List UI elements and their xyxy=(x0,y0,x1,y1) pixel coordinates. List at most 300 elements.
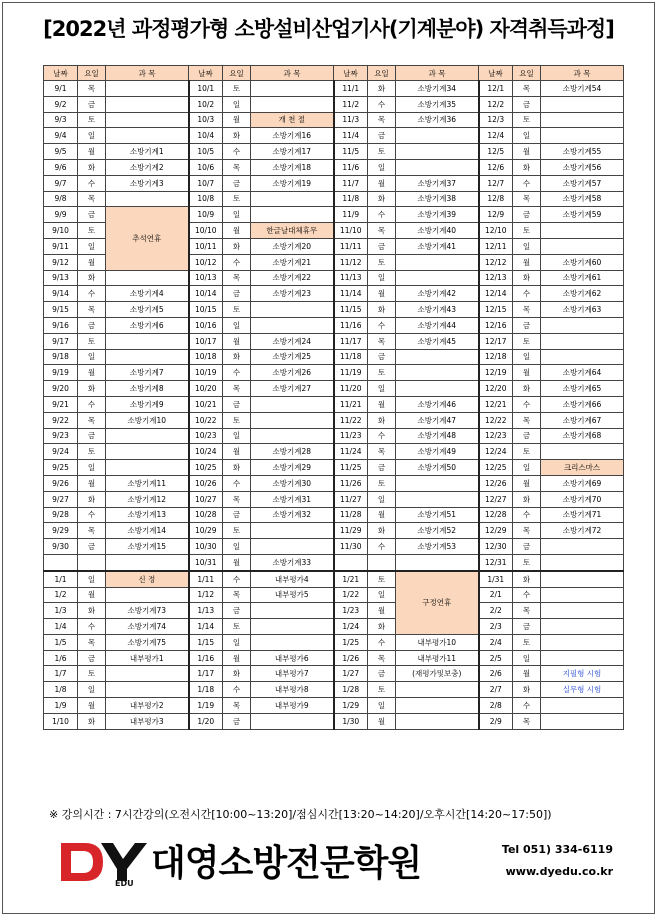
cell-day: 수 xyxy=(513,587,541,603)
cell-subject: 소방기계44 xyxy=(396,317,479,333)
cell-day: 화 xyxy=(368,302,396,318)
cell-subject xyxy=(106,666,189,682)
cell-subject: 소방기계11 xyxy=(106,475,189,491)
cell-date: 10/2 xyxy=(189,96,223,112)
cell-date: 11/4 xyxy=(334,128,368,144)
cell-day: 목 xyxy=(78,81,106,97)
cell-date: 1/31 xyxy=(479,571,513,587)
cell-day: 금 xyxy=(78,96,106,112)
cell-day: 수 xyxy=(78,286,106,302)
cell-subject: 소방기계10 xyxy=(106,412,189,428)
cell-day: 월 xyxy=(223,223,251,239)
cell-day: 금 xyxy=(78,207,106,223)
cell-subject xyxy=(106,191,189,207)
cell-day: 화 xyxy=(78,381,106,397)
cell-date: 1/16 xyxy=(189,650,223,666)
cell-subject xyxy=(396,270,479,286)
cell-subject: 소방기계66 xyxy=(541,396,624,412)
cell-day: 목 xyxy=(223,270,251,286)
cell-subject xyxy=(396,254,479,270)
footer xyxy=(55,833,615,889)
cell-subject: 소방기계35 xyxy=(396,96,479,112)
cell-date: 12/8 xyxy=(479,191,513,207)
cell-day: 화 xyxy=(368,523,396,539)
table-row xyxy=(44,491,624,507)
cell-date: 12/12 xyxy=(479,254,513,270)
cell-date: 10/18 xyxy=(189,349,223,365)
cell-subject xyxy=(251,302,334,318)
cell-date: 11/24 xyxy=(334,444,368,460)
cell-subject xyxy=(251,81,334,97)
cell-subject: (재평가및보충) xyxy=(396,666,479,682)
cell-subject: 소방기계29 xyxy=(251,460,334,476)
cell-date: 1/6 xyxy=(44,650,78,666)
cell-date: 12/29 xyxy=(479,523,513,539)
table-row xyxy=(44,144,624,160)
cell-date: 9/16 xyxy=(44,317,78,333)
cell-day: 토 xyxy=(368,365,396,381)
cell-subject: 내부평가4 xyxy=(251,571,334,587)
cell-day: 화 xyxy=(78,159,106,175)
cell-subject: 신 정 xyxy=(106,571,189,587)
cell-subject: 소방기계63 xyxy=(541,302,624,318)
cell-day: 금 xyxy=(78,428,106,444)
cell-date: 1/15 xyxy=(189,634,223,650)
schedule-page xyxy=(2,2,655,914)
cell-day: 목 xyxy=(368,112,396,128)
cell-date: 10/14 xyxy=(189,286,223,302)
cell-date: 12/23 xyxy=(479,428,513,444)
cell-subject xyxy=(251,96,334,112)
cell-subject xyxy=(106,682,189,698)
table-row xyxy=(44,191,624,207)
cell-day: 일 xyxy=(513,349,541,365)
cell-day: 일 xyxy=(368,159,396,175)
cell-date: 11/18 xyxy=(334,349,368,365)
cell-subject: 소방기계13 xyxy=(106,507,189,523)
cell-day: 토 xyxy=(78,223,106,239)
cell-day: 목 xyxy=(78,634,106,650)
cell-subject: 소방기계52 xyxy=(396,523,479,539)
table-row xyxy=(44,554,624,570)
cell-day: 토 xyxy=(368,475,396,491)
cell-day: 수 xyxy=(513,507,541,523)
cell-day: 일 xyxy=(78,238,106,254)
table-row xyxy=(44,365,624,381)
cell-subject: 소방기계27 xyxy=(251,381,334,397)
cell-subject xyxy=(541,128,624,144)
cell-date: 11/29 xyxy=(334,523,368,539)
cell-day: 일 xyxy=(368,381,396,397)
cell-date: 11/7 xyxy=(334,175,368,191)
website-url[interactable]: www.dyedu.co.kr xyxy=(505,865,613,878)
cell-subject: 내부평가6 xyxy=(251,650,334,666)
table-row xyxy=(44,349,624,365)
cell-date: 10/31 xyxy=(189,554,223,570)
cell-subject: 소방기계21 xyxy=(251,254,334,270)
cell-day: 월 xyxy=(78,475,106,491)
cell-subject xyxy=(251,191,334,207)
cell-day: 목 xyxy=(368,650,396,666)
cell-day: 수 xyxy=(223,571,251,587)
cell-date: 11/11 xyxy=(334,238,368,254)
header-subject: 과 목 xyxy=(396,66,479,81)
cell-subject: 소방기계38 xyxy=(396,191,479,207)
cell-date: 9/14 xyxy=(44,286,78,302)
cell-subject: 소방기계53 xyxy=(396,539,479,555)
cell-date: 11/3 xyxy=(334,112,368,128)
cell-subject xyxy=(251,396,334,412)
table-row xyxy=(44,666,624,682)
cell-subject xyxy=(541,333,624,349)
cell-date: 11/20 xyxy=(334,381,368,397)
cell-subject: 소방기계72 xyxy=(541,523,624,539)
cell-day: 수 xyxy=(78,507,106,523)
cell-day: 화 xyxy=(513,571,541,587)
cell-date: 2/2 xyxy=(479,603,513,619)
cell-day: 토 xyxy=(78,666,106,682)
cell-day: 토 xyxy=(513,112,541,128)
cell-day xyxy=(368,554,396,570)
cell-date: 10/19 xyxy=(189,365,223,381)
cell-date: 10/28 xyxy=(189,507,223,523)
cell-day: 금 xyxy=(513,428,541,444)
cell-subject: 소방기계41 xyxy=(396,238,479,254)
cell-day: 월 xyxy=(368,713,396,729)
cell-day: 토 xyxy=(513,634,541,650)
cell-subject xyxy=(251,603,334,619)
cell-day: 화 xyxy=(513,491,541,507)
cell-day: 토 xyxy=(368,682,396,698)
cell-date: 9/27 xyxy=(44,491,78,507)
cell-day: 토 xyxy=(223,412,251,428)
cell-subject: 실무형 시험 xyxy=(541,682,624,698)
cell-subject xyxy=(251,619,334,635)
cell-subject: 소방기계40 xyxy=(396,223,479,239)
cell-subject: 크리스마스 xyxy=(541,460,624,476)
cell-subject xyxy=(396,159,479,175)
header-day: 요일 xyxy=(78,66,106,81)
cell-subject: 소방기계15 xyxy=(106,539,189,555)
cell-day: 토 xyxy=(223,302,251,318)
cell-day: 화 xyxy=(368,412,396,428)
cell-subject: 소방기계23 xyxy=(251,286,334,302)
cell-date: 11/22 xyxy=(334,412,368,428)
cell-date: 1/14 xyxy=(189,619,223,635)
cell-date: 1/9 xyxy=(44,698,78,714)
cell-subject xyxy=(251,207,334,223)
cell-date: 1/23 xyxy=(334,603,368,619)
cell-day: 토 xyxy=(223,191,251,207)
cell-date: 10/15 xyxy=(189,302,223,318)
cell-date: 1/28 xyxy=(334,682,368,698)
cell-date: 1/2 xyxy=(44,587,78,603)
cell-date: 1/20 xyxy=(189,713,223,729)
cell-date: 10/9 xyxy=(189,207,223,223)
table-row xyxy=(44,460,624,476)
cell-date: 9/13 xyxy=(44,270,78,286)
cell-day: 일 xyxy=(223,317,251,333)
cell-date: 12/28 xyxy=(479,507,513,523)
cell-subject: 소방기계69 xyxy=(541,475,624,491)
cell-date: 12/11 xyxy=(479,238,513,254)
header-date: 날짜 xyxy=(44,66,78,81)
cell-subject: 소방기계6 xyxy=(106,317,189,333)
cell-subject xyxy=(396,128,479,144)
cell-subject xyxy=(541,587,624,603)
cell-day: 금 xyxy=(223,175,251,191)
cell-day: 목 xyxy=(223,698,251,714)
table-row xyxy=(44,302,624,318)
header-date: 날짜 xyxy=(334,66,368,81)
cell-day: 토 xyxy=(223,523,251,539)
cell-date: 1/8 xyxy=(44,682,78,698)
cell-subject xyxy=(396,491,479,507)
lecture-hours-note: ※ 강의시간 : 7시간강의(오전시간[10:00~13:20]/점심시간[13:20~14:20]/오후시간[14:20~17:50]) xyxy=(49,808,552,821)
cell-day: 목 xyxy=(368,223,396,239)
cell-day: 금 xyxy=(368,666,396,682)
table-row xyxy=(44,507,624,523)
cell-day: 화 xyxy=(368,191,396,207)
cell-date: 11/26 xyxy=(334,475,368,491)
cell-date: 1/18 xyxy=(189,682,223,698)
phone-number: Tel 051) 334-6119 xyxy=(501,843,613,856)
cell-date: 1/25 xyxy=(334,634,368,650)
cell-date: 12/25 xyxy=(479,460,513,476)
cell-subject xyxy=(541,238,624,254)
cell-date: 9/10 xyxy=(44,223,78,239)
cell-date: 9/5 xyxy=(44,144,78,160)
header-day: 요일 xyxy=(223,66,251,81)
cell-date: 10/26 xyxy=(189,475,223,491)
cell-date: 10/13 xyxy=(189,270,223,286)
cell-day: 월 xyxy=(368,175,396,191)
cell-date: 9/19 xyxy=(44,365,78,381)
cell-date: 9/17 xyxy=(44,333,78,349)
holiday-block: 구정연휴 xyxy=(396,571,479,635)
cell-date: 10/16 xyxy=(189,317,223,333)
cell-subject: 소방기계17 xyxy=(251,144,334,160)
cell-day: 토 xyxy=(368,144,396,160)
cell-subject: 내부평가11 xyxy=(396,650,479,666)
table-row xyxy=(44,159,624,175)
cell-subject: 소방기계4 xyxy=(106,286,189,302)
cell-date: 9/30 xyxy=(44,539,78,555)
header-subject: 과 목 xyxy=(106,66,189,81)
academy-name: 대영소방전문학원 xyxy=(151,843,422,884)
cell-day: 화 xyxy=(78,713,106,729)
cell-day: 금 xyxy=(223,286,251,302)
cell-subject xyxy=(251,713,334,729)
table-row xyxy=(44,650,624,666)
cell-date: 1/29 xyxy=(334,698,368,714)
holiday-block: 추석연휴 xyxy=(106,207,189,270)
cell-day: 목 xyxy=(368,444,396,460)
cell-subject xyxy=(541,571,624,587)
cell-day: 금 xyxy=(223,603,251,619)
cell-subject: 소방기계20 xyxy=(251,238,334,254)
cell-date: 12/21 xyxy=(479,396,513,412)
cell-date: 12/18 xyxy=(479,349,513,365)
cell-day: 토 xyxy=(78,444,106,460)
cell-subject: 소방기계74 xyxy=(106,619,189,635)
cell-day: 일 xyxy=(368,491,396,507)
cell-day: 화 xyxy=(513,270,541,286)
cell-day: 일 xyxy=(513,650,541,666)
cell-day: 화 xyxy=(223,128,251,144)
cell-date: 11/10 xyxy=(334,223,368,239)
cell-date: 1/11 xyxy=(189,571,223,587)
cell-date: 10/23 xyxy=(189,428,223,444)
cell-day: 월 xyxy=(368,603,396,619)
table-row xyxy=(44,396,624,412)
cell-date: 9/24 xyxy=(44,444,78,460)
cell-subject xyxy=(396,475,479,491)
cell-day: 화 xyxy=(513,159,541,175)
table-row xyxy=(44,571,624,587)
cell-day: 화 xyxy=(78,603,106,619)
cell-date: 10/10 xyxy=(189,223,223,239)
cell-day: 금 xyxy=(513,539,541,555)
cell-date: 1/4 xyxy=(44,619,78,635)
cell-date: 9/12 xyxy=(44,254,78,270)
cell-subject xyxy=(106,128,189,144)
table-row xyxy=(44,381,624,397)
cell-date: 10/3 xyxy=(189,112,223,128)
cell-date: 12/24 xyxy=(479,444,513,460)
table-row xyxy=(44,444,624,460)
cell-subject xyxy=(541,96,624,112)
cell-date: 2/1 xyxy=(479,587,513,603)
cell-day: 토 xyxy=(223,81,251,97)
cell-date: 10/30 xyxy=(189,539,223,555)
cell-date: 9/6 xyxy=(44,159,78,175)
cell-day: 월 xyxy=(513,365,541,381)
cell-subject: 소방기계26 xyxy=(251,365,334,381)
cell-date: 1/3 xyxy=(44,603,78,619)
table-row xyxy=(44,619,624,635)
cell-date: 11/16 xyxy=(334,317,368,333)
cell-date: 9/8 xyxy=(44,191,78,207)
cell-day: 일 xyxy=(513,460,541,476)
cell-subject: 소방기계1 xyxy=(106,144,189,160)
cell-subject: 소방기계47 xyxy=(396,412,479,428)
cell-subject xyxy=(251,523,334,539)
cell-day: 월 xyxy=(223,333,251,349)
cell-day: 목 xyxy=(223,587,251,603)
cell-date: 12/1 xyxy=(479,81,513,97)
cell-day: 금 xyxy=(223,507,251,523)
cell-day: 수 xyxy=(513,175,541,191)
cell-subject xyxy=(541,634,624,650)
cell-subject xyxy=(106,112,189,128)
cell-day: 수 xyxy=(223,475,251,491)
cell-day: 일 xyxy=(223,207,251,223)
cell-date xyxy=(334,554,368,570)
cell-date: 12/10 xyxy=(479,223,513,239)
cell-subject: 소방기계7 xyxy=(106,365,189,381)
cell-subject: 내부평가3 xyxy=(106,713,189,729)
cell-subject: 소방기계3 xyxy=(106,175,189,191)
cell-subject: 소방기계62 xyxy=(541,286,624,302)
cell-date: 11/15 xyxy=(334,302,368,318)
cell-day: 토 xyxy=(368,254,396,270)
cell-subject xyxy=(541,713,624,729)
cell-date: 2/7 xyxy=(479,682,513,698)
cell-subject xyxy=(541,112,624,128)
cell-day: 수 xyxy=(368,96,396,112)
cell-subject: 내부평가5 xyxy=(251,587,334,603)
contact-info xyxy=(502,839,613,883)
header-day: 요일 xyxy=(513,66,541,81)
cell-subject xyxy=(396,554,479,570)
cell-day: 월 xyxy=(78,698,106,714)
cell-day: 일 xyxy=(513,238,541,254)
cell-subject: 소방기계75 xyxy=(106,634,189,650)
cell-subject: 소방기계49 xyxy=(396,444,479,460)
cell-day: 화 xyxy=(513,381,541,397)
table-row xyxy=(44,603,624,619)
cell-date: 9/18 xyxy=(44,349,78,365)
cell-date: 1/7 xyxy=(44,666,78,682)
cell-date: 2/8 xyxy=(479,698,513,714)
table-row xyxy=(44,682,624,698)
cell-day: 일 xyxy=(78,571,106,587)
cell-date: 1/13 xyxy=(189,603,223,619)
cell-date: 12/3 xyxy=(479,112,513,128)
cell-date: 12/16 xyxy=(479,317,513,333)
cell-date: 12/13 xyxy=(479,270,513,286)
cell-date: 9/25 xyxy=(44,460,78,476)
table-row xyxy=(44,539,624,555)
cell-subject: 소방기계31 xyxy=(251,491,334,507)
cell-subject: 소방기계48 xyxy=(396,428,479,444)
cell-day: 토 xyxy=(78,112,106,128)
cell-date: 1/5 xyxy=(44,634,78,650)
table-row xyxy=(44,112,624,128)
cell-subject xyxy=(396,365,479,381)
cell-subject: 소방기계36 xyxy=(396,112,479,128)
cell-date: 11/30 xyxy=(334,539,368,555)
cell-subject xyxy=(106,96,189,112)
cell-day: 화 xyxy=(78,491,106,507)
cell-date: 9/26 xyxy=(44,475,78,491)
cell-day: 목 xyxy=(223,381,251,397)
cell-day: 토 xyxy=(513,333,541,349)
cell-subject: 한글날대체휴무 xyxy=(251,223,334,239)
table-row xyxy=(44,587,624,603)
cell-subject: 내부평가2 xyxy=(106,698,189,714)
cell-subject xyxy=(541,554,624,570)
cell-day: 월 xyxy=(223,444,251,460)
schedule-table xyxy=(43,65,624,730)
cell-day: 월 xyxy=(513,144,541,160)
cell-day: 목 xyxy=(513,81,541,97)
cell-date: 10/12 xyxy=(189,254,223,270)
cell-day: 화 xyxy=(223,238,251,254)
cell-date: 1/10 xyxy=(44,713,78,729)
cell-date: 1/19 xyxy=(189,698,223,714)
cell-date: 9/7 xyxy=(44,175,78,191)
cell-date: 9/11 xyxy=(44,238,78,254)
cell-subject: 소방기계12 xyxy=(106,491,189,507)
cell-date: 12/19 xyxy=(479,365,513,381)
cell-day: 월 xyxy=(513,254,541,270)
header-subject: 과 목 xyxy=(541,66,624,81)
table-row xyxy=(44,333,624,349)
cell-day: 금 xyxy=(513,96,541,112)
cell-subject: 소방기계55 xyxy=(541,144,624,160)
